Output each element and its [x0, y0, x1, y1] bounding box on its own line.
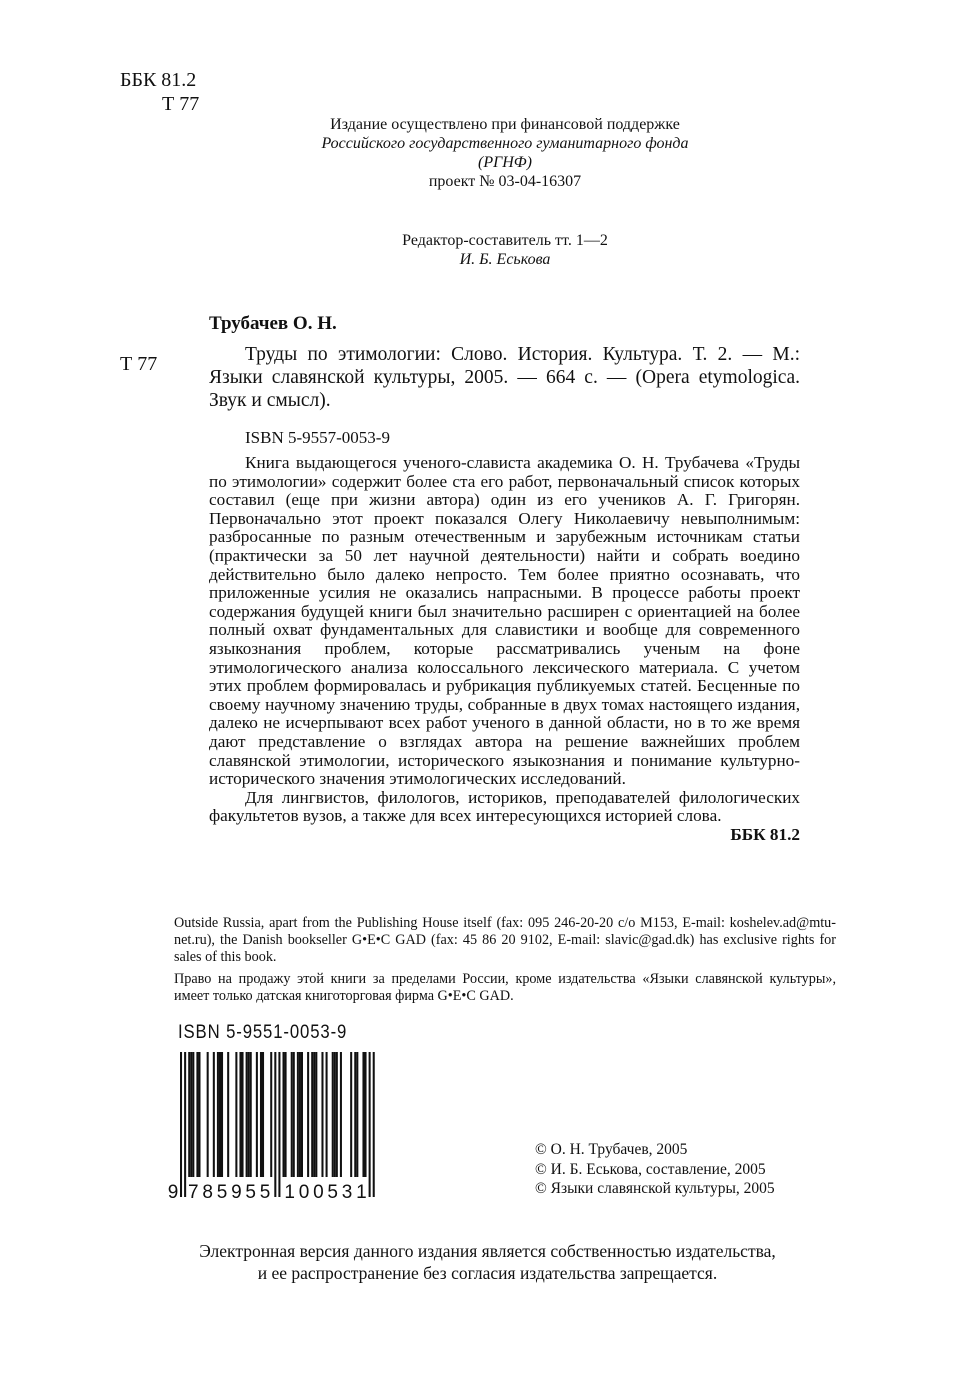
barcode-bar [278, 1052, 280, 1197]
barcode-bar [311, 1052, 313, 1177]
barcode-digit: 5 [259, 1182, 271, 1202]
barcode-bar [321, 1052, 323, 1177]
barcode-bar [297, 1052, 299, 1177]
barcode-bar [221, 1052, 223, 1177]
barcode-bar [190, 1052, 192, 1177]
barcode-bar [334, 1052, 336, 1177]
barcode-bar [260, 1052, 262, 1177]
barcode-bar [256, 1052, 258, 1177]
barcode-digit: 1 [356, 1182, 367, 1202]
barcode-bar [283, 1052, 285, 1177]
bbk-footer-code: ББК 81.2 [730, 824, 800, 844]
barcode-bar [315, 1052, 317, 1177]
barcode-bar [356, 1052, 358, 1177]
barcode-bar [196, 1052, 198, 1177]
funding-project: проект № 03-04-16307 [428, 173, 582, 190]
barcode-digit: 0 [298, 1182, 310, 1202]
barcode-bar [365, 1052, 367, 1177]
notice-line: Электронная версия данного издания является собственностью издательства, [199, 1241, 776, 1261]
barcode-bar [326, 1052, 328, 1177]
barcode-bar [373, 1052, 375, 1197]
barcode-digit: 0 [313, 1182, 324, 1202]
barcode-bar [239, 1052, 241, 1177]
barcode-bar [184, 1052, 186, 1197]
editor-name: И. Б. Еськова [459, 251, 551, 268]
barcode-bar [301, 1052, 303, 1177]
barcode-bar [246, 1052, 248, 1177]
funding-note [250, 115, 760, 191]
barcode-bar [285, 1052, 287, 1177]
barcode-bar [213, 1052, 215, 1177]
barcode-isbn-label: ISBN 5-9551-0053-9 [178, 1022, 348, 1043]
barcode-bars [180, 1052, 375, 1197]
notice-line: и ее распространение без согласия издательства запрещается. [257, 1263, 718, 1283]
barcode-graphic [168, 1052, 390, 1202]
abstract-paragraph: Книга выдающегося ученого-слависта академика О. Н. Трубачева «Труды по этимологии» содержит более ста его работ, первоначальный список которых составил (еще при жизни автора) один из его учеников А. Г. Григорян. Первоначально этот проект показался Олегу Николаевичу невыполнимым: разбросанные по разным отечественным и зарубежным источникам статьи (практически за 50 лет научной деятельности) найти и собрать воедино действительно было далеко непросто. Тем более приятно осознавать, что приложенные усилия не оказались напрасными. В процессе работы проект содержания будущей книги был значительно расширен с ориентацией на более полный охват фундаментальных для славистики и вообще для современного языкознания проблем, которые рассматривались ученым на фоне этимологического анализа колоссального лексического материала. С учетом этих проблем формировалась и рубрикация публикуемых статей. Бесценные по своему научному значению труды, собранные в двух томах настоящего издания, далеко не исчерпывают всех работ ученого в данной области, но в то же время дают представление о взглядах автора на решение важнейших проблем славянской этимологии, исторического языкознания и понимание культурно-исторического значения этимологических исследований. [209, 453, 800, 789]
barcode-digit: 9 [168, 1182, 179, 1202]
barcode-bar [270, 1052, 272, 1177]
barcode-bar [198, 1052, 200, 1177]
barcode-bar [217, 1052, 219, 1177]
barcode-digit: 5 [216, 1182, 228, 1202]
sales-rights [174, 915, 836, 1010]
bbk-code: ББК 81.2 [120, 69, 197, 91]
barcode-bar [207, 1052, 209, 1177]
bbk-header [120, 68, 199, 116]
barcode-bar [274, 1052, 276, 1197]
barcode-bar [188, 1052, 190, 1177]
barcode-digit: 5 [327, 1182, 338, 1202]
barcode-bar [369, 1052, 371, 1197]
copyright-compiler: © И. Б. Еськова, составление, 2005 [535, 1160, 766, 1178]
side-author-index: Т 77 [120, 353, 158, 375]
copyright-block [535, 1140, 775, 1199]
funding-fund-abbr: (РГНФ) [478, 154, 532, 171]
isbn-barcode [168, 1022, 390, 1204]
author-index: Т 77 [162, 93, 200, 115]
barcode-bar [248, 1052, 250, 1177]
barcode-bar [291, 1052, 293, 1177]
barcode-bar [227, 1052, 229, 1177]
barcode-bar [299, 1052, 301, 1177]
abstract [209, 454, 800, 844]
barcode-bar [235, 1052, 237, 1177]
funding-fund-name: Российского государственного гуманитарного фонда [321, 135, 689, 152]
isbn-line: ISBN 5-9557-0053-9 [245, 428, 390, 447]
barcode-bar [336, 1052, 338, 1177]
barcode-bar [262, 1052, 264, 1177]
rights-russian: Право на продажу этой книги за пределами России, кроме издательства «Языки славянской культуры», имеет только датская книготорговая фирма G•E•C GAD. [174, 971, 836, 1004]
barcode-bar [250, 1052, 252, 1177]
barcode-digit: 5 [245, 1182, 256, 1202]
barcode-bar [192, 1052, 194, 1177]
barcode-bar [242, 1052, 244, 1177]
barcode-digits [168, 1182, 367, 1202]
editor-role: Редактор-составитель тт. 1—2 [402, 232, 608, 249]
electronic-version-notice [150, 1240, 825, 1284]
rights-english: Outside Russia, apart from the Publishing House itself (fax: 095 246-20-20 c/o M153, E-mail: koshelev.ad@mtu-net.ru), the Danish bookseller G•E•C GAD (fax: 45 86 20 9102, E-mail: slavic@gad.dk) has exclusive rights for sales of this book. [174, 915, 836, 965]
editor-credit [250, 231, 760, 269]
barcode-bar [180, 1052, 182, 1197]
barcode-bar [219, 1052, 221, 1177]
copyright-author: © О. Н. Трубачев, 2005 [535, 1141, 688, 1158]
barcode-bar [362, 1052, 364, 1177]
barcode-digit: 8 [202, 1182, 213, 1202]
barcode-bar [354, 1052, 356, 1177]
barcode-bar [293, 1052, 295, 1177]
barcode-digit: 7 [188, 1182, 199, 1202]
barcode-digit: 3 [341, 1182, 353, 1202]
barcode-digit: 1 [284, 1182, 295, 1202]
barcode-bar [340, 1052, 342, 1177]
barcode-bar [350, 1052, 352, 1177]
copyright-publisher: © Языки славянской культуры, 2005 [535, 1180, 775, 1197]
barcode-bar [313, 1052, 315, 1177]
funding-line: Издание осуществлено при финансовой поддержке [330, 116, 680, 133]
barcode-bar [307, 1052, 309, 1177]
author-heading: Трубачев О. Н. [209, 313, 337, 334]
barcode-digit: 9 [231, 1182, 242, 1202]
audience-paragraph: Для лингвистов, филологов, историков, преподавателей филологических факультетов вузов, а также для всех интересующихся историей слова. [209, 787, 800, 826]
barcode-bar [332, 1052, 334, 1177]
bibliographic-title: Труды по этимологии: Слово. История. Культура. Т. 2. — М.: Языки славянской культуры, 2005. — 664 с. — (Opera etymologica. Звук и смысл). [209, 344, 800, 411]
